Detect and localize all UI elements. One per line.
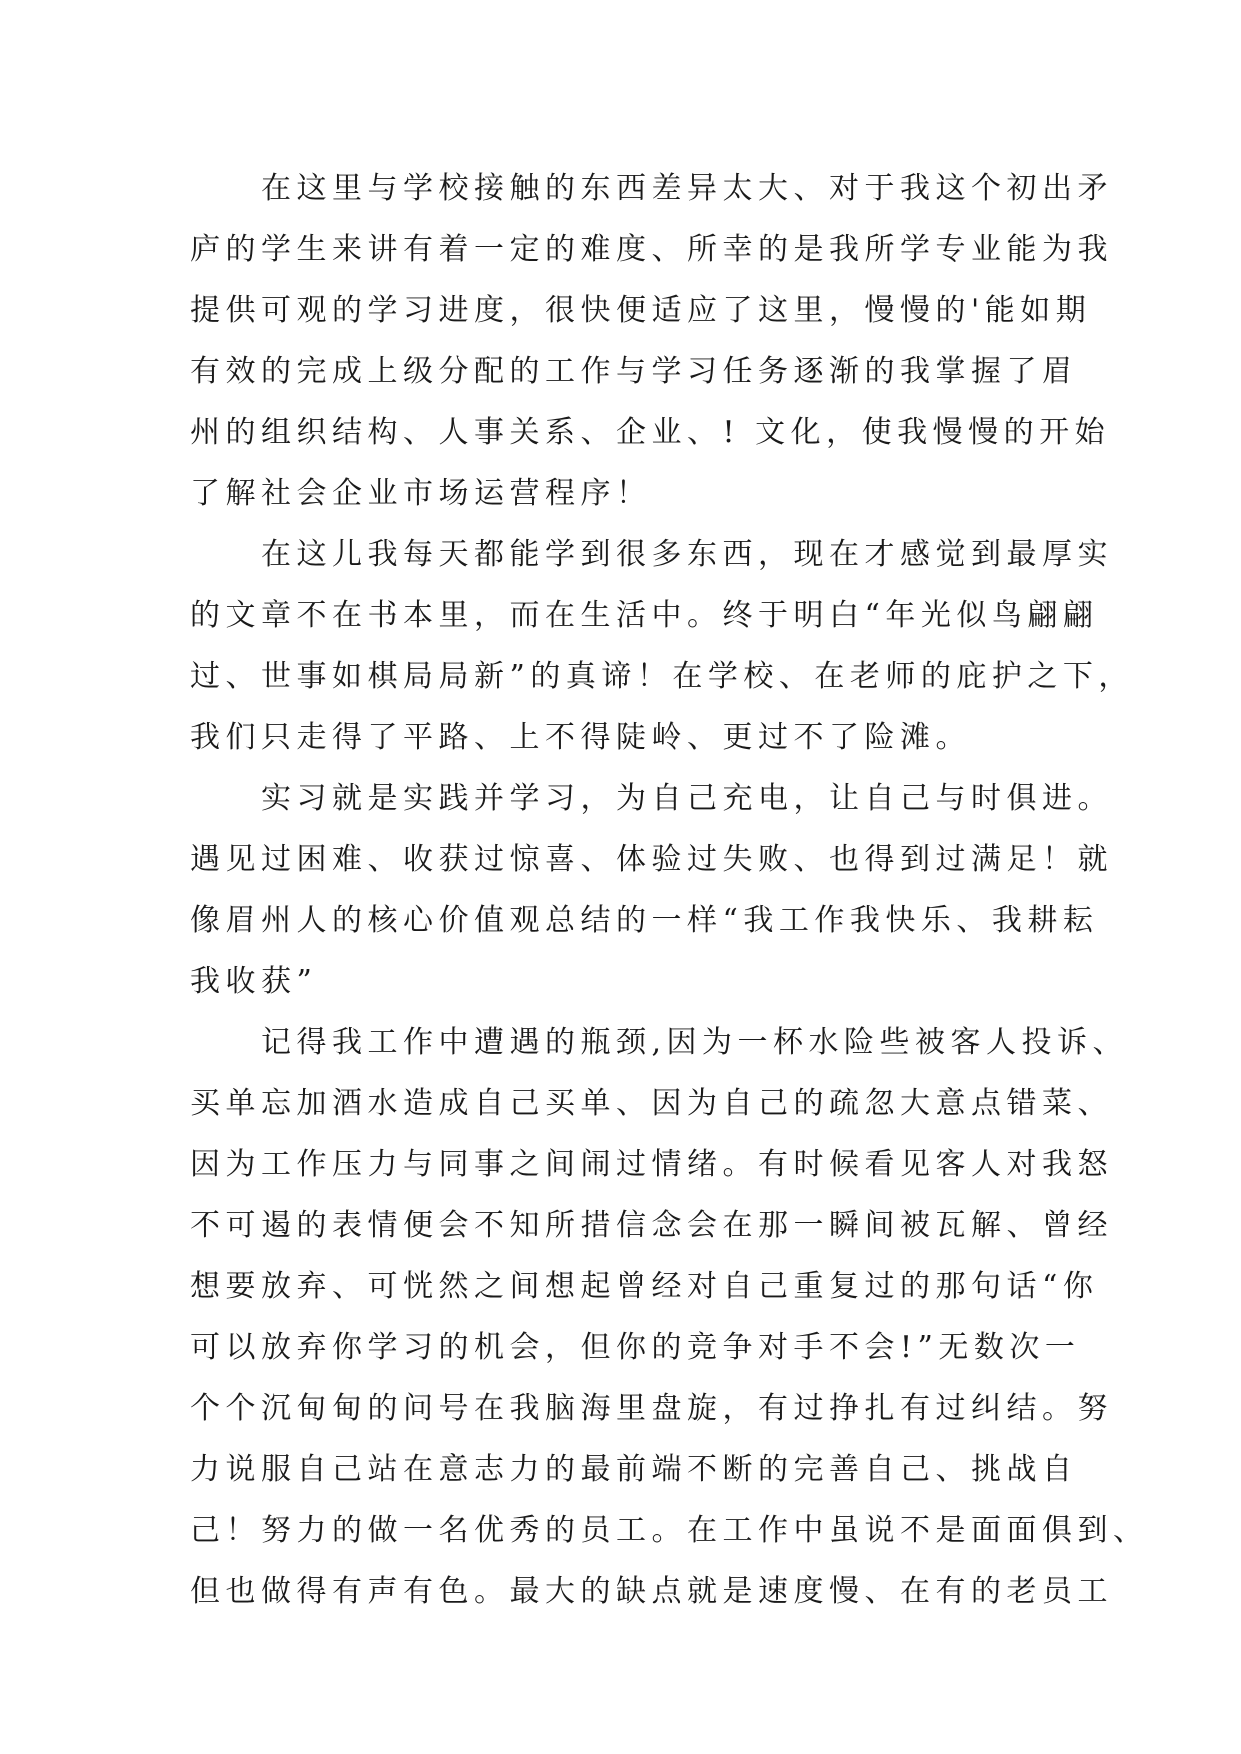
text-line: 过、世事如棋局局新”的真谛！在学校、在老师的庇护之下， xyxy=(190,659,1134,694)
text-line: 因为工作压力与同事之间闹过情绪。有时候看见客人对我怒 xyxy=(190,1147,1113,1182)
text-line: 力说服自己站在意志力的最前端不断的完善自己、挑战自 xyxy=(190,1452,1078,1487)
text-line: 了解社会企业市场运营程序！ xyxy=(190,476,652,511)
text-line: 在这里与学校接触的东西差异太大、对于我这个初出矛 xyxy=(190,171,1113,206)
text-line: 州的组织结构、人事关系、企业、! 文化，使我慢慢的开始 xyxy=(190,415,1111,450)
body-text xyxy=(190,158,1149,1622)
text-line: 遇见过困难、收获过惊喜、体验过失败、也得到过满足！就 xyxy=(190,842,1113,877)
text-line: 不可遏的表情便会不知所措信念会在那一瞬间被瓦解、曾经 xyxy=(190,1208,1113,1243)
text-line: 我们只走得了平路、上不得陡岭、更过不了险滩。 xyxy=(190,720,971,755)
text-line: 可以放弃你学习的机会，但你的竞争对手不会!”无数次一 xyxy=(190,1330,1081,1365)
text-line: 记得我工作中遭遇的瓶颈,因为一杯水险些被客人投诉、 xyxy=(190,1025,1129,1060)
text-line: 买单忘加酒水造成自己买单、因为自己的疏忽大意点错菜、 xyxy=(190,1086,1113,1121)
text-line: 像眉州人的核心价值观总结的一样“我工作我快乐、我耕耘 xyxy=(190,903,1099,938)
text-line: 在这儿我每天都能学到很多东西，现在才感觉到最厚实 xyxy=(190,537,1113,572)
text-line: 的文章不在书本里，而在生活中。终于明白“年光似鸟翩翩 xyxy=(190,598,1099,633)
text-line: 但也做得有声有色。最大的缺点就是速度慢、在有的老员工 xyxy=(190,1574,1113,1609)
text-line: 有效的完成上级分配的工作与学习任务逐渐的我掌握了眉 xyxy=(190,354,1078,389)
text-line: 提供可观的学习进度，很快便适应了这里，慢慢的'能如期 xyxy=(190,293,1092,328)
text-line: 己！努力的做一名优秀的员工。在工作中虽说不是面面俱到、 xyxy=(190,1513,1149,1548)
text-line: 想要放弃、可恍然之间想起曾经对自己重复过的那句话“你 xyxy=(190,1269,1099,1304)
text-line: 庐的学生来讲有着一定的难度、所幸的是我所学专业能为我 xyxy=(190,232,1113,267)
text-line: 实习就是实践并学习，为自己充电，让自己与时俱进。 xyxy=(190,781,1113,816)
text-line: 我收获” xyxy=(190,964,318,999)
text-line: 个个沉甸甸的问号在我脑海里盘旋，有过挣扎有过纠结。努 xyxy=(190,1391,1113,1426)
